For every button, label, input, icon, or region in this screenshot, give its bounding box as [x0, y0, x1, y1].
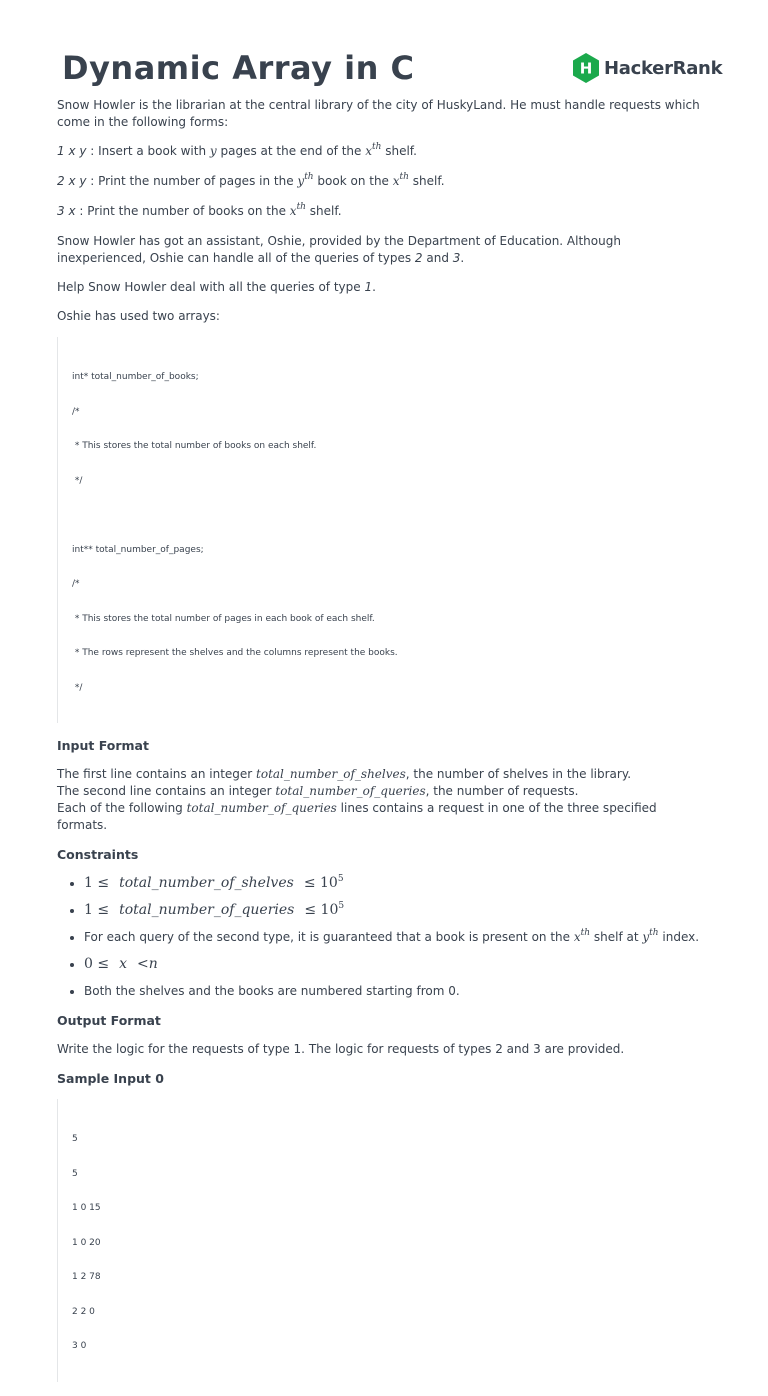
code-line: * This stores the total number of pages in each book of each shelf.	[72, 613, 375, 624]
query-type-3: 3 x : Print the number of books on the $x^{th}$ shelf.	[57, 202, 342, 218]
sample-input-line: 5	[72, 1168, 78, 1179]
hackerrank-hex-icon	[571, 52, 601, 84]
problem-statement	[57, 97, 707, 1396]
output-format-heading: Output Format	[57, 1013, 161, 1028]
constraint-item: • Both the shelves and the books are numbered starting from 0.	[84, 983, 707, 1000]
sample-input-line: 3 0	[72, 1341, 87, 1351]
code-line: int** total_number_of_pages;	[72, 544, 204, 555]
code-line	[72, 510, 707, 522]
constraint-item: • 0 ≤ x <n	[84, 956, 707, 973]
constraint-item: • For each query of the second type, it is guaranteed that a book is present on the $x^{th}$ shelf at $y^{th}$ index.	[84, 929, 707, 946]
code-line: */	[72, 682, 83, 693]
input-format-line: The second line contains an integer total_number_of_queries, the number of requests.	[57, 784, 579, 798]
sample-input-line: 1 2 78	[72, 1272, 101, 1282]
input-format-line: The first line contains an integer total_number_of_shelves, the number of shelves in the library.	[57, 767, 632, 781]
code-line: /*	[72, 579, 80, 589]
sample-input-heading: Sample Input 0	[57, 1071, 164, 1086]
code-line: */	[72, 475, 83, 486]
logo-letter: H	[579, 59, 593, 78]
intro-paragraph: Snow Howler is the librarian at the central library of the city of HuskyLand. He must handle requests which come in the following forms:	[57, 98, 700, 129]
query-type-1: 1 x y : Insert a book with y pages at the end of the $x^{th}$ shelf.	[57, 142, 417, 158]
code-line: /*	[72, 406, 80, 417]
sample-input-line: 2 2 0	[72, 1306, 95, 1317]
arrays-intro: Oshie has used two arrays:	[57, 309, 220, 323]
sample-input-line: 1 0 20	[72, 1237, 101, 1248]
help-paragraph: Help Snow Howler deal with all the queries of type 1.	[57, 280, 376, 294]
constraint-item: • 1 ≤ total_number_of_queries ≤ $10^5$	[84, 902, 707, 919]
sample-input-line: 1 0 15	[72, 1203, 101, 1213]
query-type-2: 2 x y : Print the number of pages in the $y^{th}$ book on the $x^{th}$ shelf.	[57, 172, 445, 188]
output-format-text: Write the logic for the requests of type 1. The logic for requests of types 2 and 3 are provided.	[57, 1042, 625, 1056]
input-format-text	[57, 766, 707, 834]
input-format-line: Each of the following total_number_of_queries lines contains a request in one of the three specified formats.	[57, 801, 657, 832]
code-line: * The rows represent the shelves and the columns represent the books.	[72, 648, 398, 658]
code-block	[57, 337, 707, 723]
code-line: * This stores the total number of books on each shelf.	[72, 441, 317, 451]
constraints-list	[57, 875, 707, 1000]
logo-text: HackerRank	[604, 57, 723, 79]
sample-input-block	[57, 1099, 707, 1382]
sample-input-line: 5	[72, 1134, 78, 1144]
constraint-item: • 1 ≤ total_number_of_shelves ≤ $10^5$	[84, 875, 707, 892]
assistant-paragraph: Snow Howler has got an assistant, Oshie, provided by the Department of Education. Although inexperienced, Oshie can handle all of the queries of types 2 and 3.	[57, 234, 621, 265]
hackerrank-logo	[571, 52, 722, 84]
page-title: Dynamic Array in C	[62, 49, 415, 87]
input-format-heading: Input Format	[57, 738, 149, 753]
constraints-heading: Constraints	[57, 847, 139, 862]
code-line: int* total_number_of_books;	[72, 372, 199, 382]
